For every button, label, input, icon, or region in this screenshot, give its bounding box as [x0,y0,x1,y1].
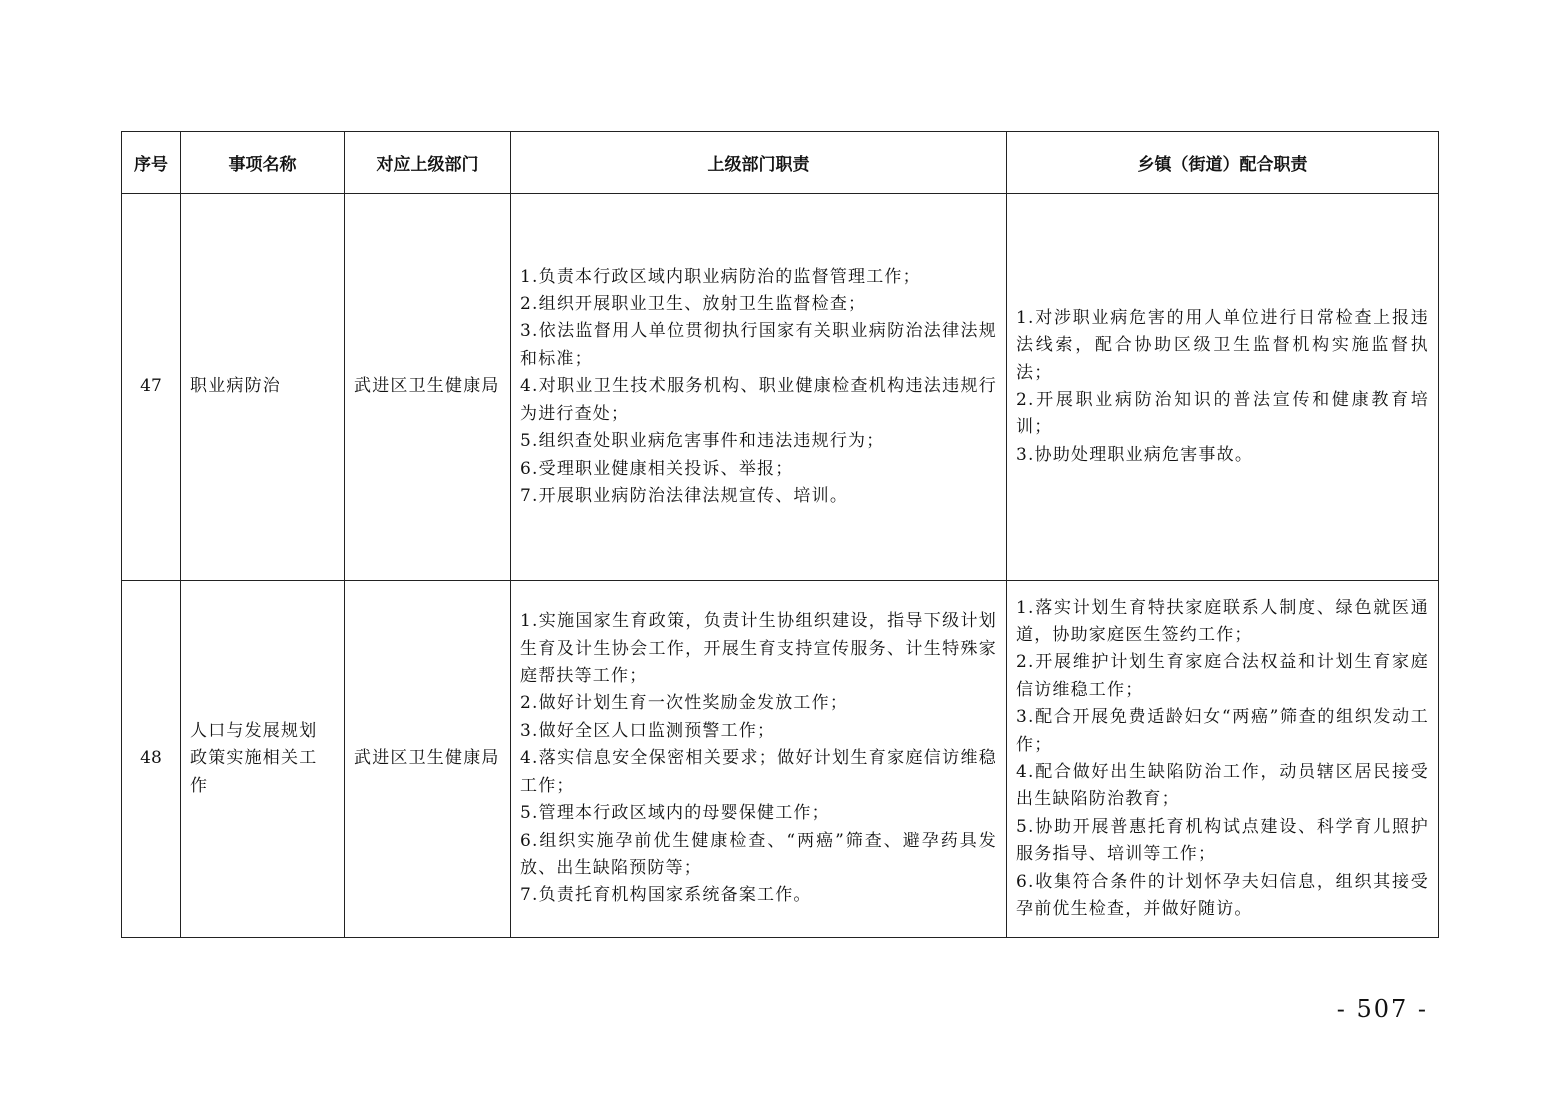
table-row [122,194,1439,581]
coop-line: 2.开展维护计划生育家庭合法权益和计划生育家庭信访维稳工作； [1016,652,1429,700]
duty-line: 6.组织实施孕前优生健康检查、“两癌”筛查、避孕药具发放、出生缺陷预防等； [520,830,997,878]
row-item-name: 职业病防治 [181,194,345,581]
table-row [122,581,1439,938]
duty-line: 4.落实信息安全保密相关要求；做好计划生育家庭信访维稳工作； [520,748,997,796]
duty-line: 5.管理本行政区域内的母婴保健工作； [520,803,830,824]
duty-line: 1.实施国家生育政策，负责计生协组织建设，指导下级计划生育及计生协会工作，开展生育支持宣传服务、计生特殊家庭帮扶等工作； [520,611,997,687]
table-header-row [122,132,1439,194]
duty-line: 7.负责托育机构国家系统备案工作。 [520,885,812,906]
page-number: - 507 - [1336,995,1428,1023]
coop-line: 1.对涉职业病危害的用人单位进行日常检查上报违法线索，配合协助区级卫生监督机构实施监督执法； [1016,307,1429,383]
coop-line: 4.配合做好出生缺陷防治工作，动员辖区居民接受出生缺陷防治教育； [1016,762,1429,810]
duty-line: 7.开展职业病防治法律法规宣传、培训。 [520,485,849,506]
coop-line: 2.开展职业病防治知识的普法宣传和健康教育培训； [1016,390,1429,438]
duty-line: 2.做好计划生育一次性奖励金发放工作； [520,693,849,714]
row-number: 47 [122,194,181,581]
row-township-duties [1007,194,1439,581]
duty-line: 5.组织查处职业病危害事件和违法违规行为； [520,431,885,452]
duty-line: 3.依法监督用人单位贯彻执行国家有关职业病防治法律法规和标准； [520,321,997,369]
coop-line: 5.协助开展普惠托育机构试点建设、科学育儿照护服务指导、培训等工作； [1016,816,1429,865]
duty-line: 6.受理职业健康相关投诉、举报； [520,458,794,479]
duty-line: 4.对职业卫生技术服务机构、职业健康检查机构违法违规行为进行查处； [520,376,997,424]
duty-line: 3.做好全区人口监测预警工作； [520,720,776,741]
duties-table [121,131,1439,938]
row-township-duties [1007,581,1439,938]
row-department-duties [511,581,1007,938]
row-item-name: 人口与发展规划政策实施相关工作 [181,581,345,938]
row-number: 48 [122,581,181,938]
duty-line: 1.负责本行政区域内职业病防治的监督管理工作； [520,266,921,287]
coop-line: 1.落实计划生育特扶家庭联系人制度、绿色就医通道，协助家庭医生签约工作； [1016,597,1429,645]
coop-line: 3.协助处理职业病危害事故。 [1016,444,1254,465]
header-department: 对应上级部门 [345,132,511,194]
header-department-duties: 上级部门职责 [511,132,1007,194]
row-department: 武进区卫生健康局 [345,194,511,581]
coop-line: 6.收集符合条件的计划怀孕夫妇信息，组织其接受孕前优生检查，并做好随访。 [1016,871,1429,920]
row-department: 武进区卫生健康局 [345,581,511,938]
duty-line: 2.组织开展职业卫生、放射卫生监督检查； [520,294,867,315]
coop-line: 3.配合开展免费适龄妇女“两癌”筛查的组织发动工作； [1016,707,1429,755]
header-township-duties: 乡镇（街道）配合职责 [1007,132,1439,194]
header-item-name: 事项名称 [181,132,345,194]
row-department-duties [511,194,1007,581]
header-number: 序号 [122,132,181,194]
